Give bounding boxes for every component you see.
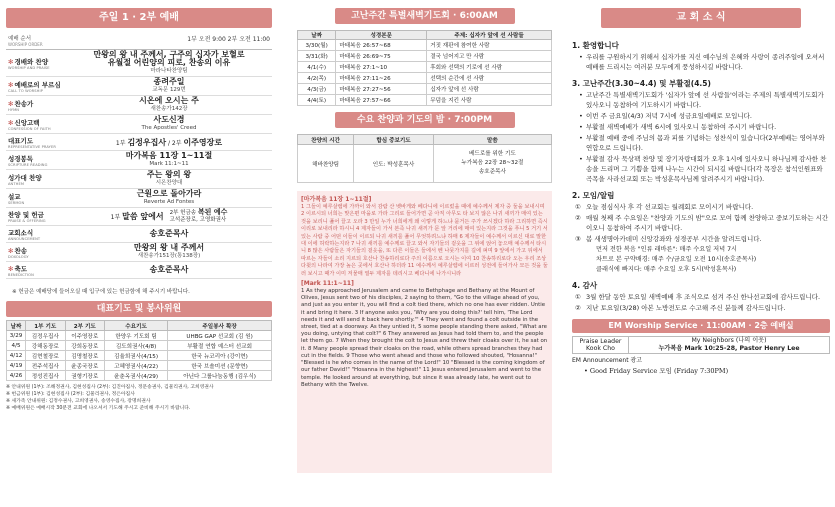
- wed-header: 찬양의 시간: [298, 135, 354, 145]
- worship-row: [6, 226, 272, 243]
- service-committee-banner: 대표기도 및 봉사위원: [6, 301, 272, 317]
- lent-cell: 마태복음 27:1~10: [336, 62, 427, 73]
- wednesday-table: [297, 134, 552, 183]
- lent-cell: 4/1(수): [298, 62, 336, 73]
- table-row: [298, 95, 552, 106]
- worship-item-en: ANNOUNCEMENT: [8, 236, 41, 241]
- list-item: ① 3월 한달 동안 토요일 새벽예배 후 조식으로 섬겨 주신 한나선교회에 감사드립니다.: [575, 293, 821, 301]
- worship-item-label: [6, 99, 66, 112]
- worship-item-en: CALL TO WORSHIP: [8, 88, 43, 93]
- svc-header: 날짜: [7, 321, 26, 331]
- wed-cell-word-speaker: 송호준목사: [478, 169, 506, 175]
- lent-cell: 3/31(화): [298, 51, 336, 62]
- list-item: ② 지난 토요일(3/28) 아본 노방전도로 수고해 주신 분들께 감사드립니다.: [575, 304, 786, 312]
- worship-item-label: [6, 118, 66, 131]
- wed-cell-word-title: 베드로를 위한 기도: [469, 151, 516, 157]
- svc-cell: 김명철장로: [65, 351, 104, 361]
- em-banner: EM Worship Service · 11:00AM · 2층 예배실: [572, 319, 830, 333]
- worship-item-label: [6, 192, 66, 205]
- worship-row: [6, 77, 272, 96]
- worship-banner: 주일 1 · 2부 예배: [6, 8, 272, 28]
- list-item: • 부활절 새벽예배가 새벽 6시에 있사오니 동참하여 주시기 바랍니다.: [586, 122, 830, 132]
- lent-cell: 4/3(금): [298, 84, 336, 95]
- table-row: [298, 84, 552, 95]
- svc-cell: 강희동장로: [65, 341, 104, 351]
- worship-row: [6, 115, 272, 134]
- service-note: ※ 예배위원은 예배시작 30분전 교회에 나오셔서 기도해 주시고 준비해 주시기 바랍니다.: [6, 406, 191, 411]
- svc-header: 주일봉사 확장: [168, 321, 272, 331]
- list-item: ② 매월 첫째 주 수요일은 "찬양과 기도의 밤"으로 모여 함께 찬양하고 중보기도하는 시간이오니 동참하여 주시기 바랍니다.: [575, 214, 829, 232]
- offering-songs: [66, 209, 272, 224]
- sub-list-item: 차트로 본 구약배경: 매주 수/금요일 오전 10시(송호준목사): [596, 256, 757, 263]
- wed-cell-intercession: 인도: 박성훈목사: [354, 145, 434, 183]
- service-times: 1부 오전 9:00 2부 오전 11:00: [187, 36, 270, 43]
- worship-item-en: ANTHEM: [8, 181, 25, 186]
- news-banner: 교 회 소 식: [601, 8, 801, 28]
- worship-row: [6, 134, 272, 151]
- offering-song-1: 1부 말씀 앞에서: [110, 212, 164, 221]
- worship-item-value: 주는 왕의 왕 시온찬양대: [146, 170, 192, 186]
- em-sermon-title: My Neighbors (나의 이웃): [691, 337, 767, 344]
- table-row: [298, 51, 552, 62]
- lent-cell: 결국 넘어지고 만 사람: [427, 51, 552, 62]
- worship-item-label: [6, 57, 66, 70]
- worship-item-label: [6, 264, 66, 277]
- offering-song-2: 2부 헌금송 복된 예수 고석준장로, 고영화권사: [169, 208, 228, 223]
- worship-item-value: 종려주일 교독문 129번: [152, 77, 186, 93]
- worship-item-label: [6, 154, 66, 167]
- svc-cell: 4/12: [7, 351, 26, 361]
- worship-row: [6, 50, 272, 77]
- star-icon: ✻: [8, 57, 14, 66]
- lent-cell: 거짓 재판에 참여한 사람: [427, 40, 552, 51]
- svc-cell: 강해동장로: [26, 341, 65, 351]
- svc-cell: 윤춘옥권사(4/29): [104, 371, 167, 381]
- worship-item-label: [6, 210, 66, 223]
- svc-cell: 4/5: [7, 341, 26, 351]
- worship-item-ko: ✻축도: [8, 264, 28, 273]
- service-note: ※ 새가족 안내위원: 김정수권사, 고희영권사, 송영수집사, 장명희권사: [6, 399, 151, 404]
- lent-cell: 무덤을 지킨 사람: [427, 95, 552, 106]
- wednesday-banner: 수요 찬양과 기도의 밤 · 7:00PM: [335, 112, 515, 128]
- lent-cell: 마태복음 27:27~56: [336, 84, 427, 95]
- worship-item-label: [6, 80, 66, 93]
- worship-item-ko: 성경봉독: [8, 154, 34, 163]
- worship-item-value: 근원으로 돌아가라 Reverte Ad Fontes: [136, 189, 202, 205]
- worship-item-ko: 성가대 찬양: [8, 173, 42, 182]
- section-thanks: 4. 감사: [572, 281, 598, 290]
- wed-header: 말씀: [433, 135, 551, 145]
- scripture-text-en: 1 As they approached Jerusalem and came to Bethphage and Bethany at the Mount of Olives, Jesus sent two of his disciples, 2 saying to them, "Go to the village ahead of you, and just as you enter it, you will find a colt tied there, which no one has ever ridden. Untie it and bring it here. 3 If anyone asks you, 'Why are you doing this?' tell him, 'The Lord needs it and will send it back here shortly.'" 4 They went and found a colt outside in the street, tied at a doorway. As they untied it, 5 some people standing there asked, "What are you doing, untying that colt?" 6 They answered as Jesus had told them to, and the people let them go. 7 When they brought the colt to Jesus and threw their cloaks over it, he sat on it. 8 Many people spread their cloaks on the road, while others spread branches they had cut in the fields. 9 Those who went ahead and those who followed shouted, "Hosanna!" "Blessed is he who comes in the name of the Lord!" 10 "Blessed is the coming kingdom of our father David!" "Hosanna in the highest!" 11 Jesus entered Jerusalem and went to the temple. He looked around at everything, but since it was already late, he went out to Bethany with the Twelve.: [301, 288, 548, 388]
- list-item: • 부활절 예배 중에 주님의 몸과 피를 기념하는 성찬식이 있습니다(2부예배는 영어부와 연합으로 드립니다).: [586, 133, 830, 153]
- worship-item-value: 마가복음 11장 1~11절 Mark 11:1~11: [125, 151, 213, 167]
- section-welcome: 1. 환영합니다: [572, 41, 619, 50]
- star-icon: ✻: [8, 246, 14, 255]
- svc-header: 2부 기도: [65, 321, 104, 331]
- worship-item-ko: 설교: [8, 192, 21, 201]
- worship-order: [6, 49, 272, 279]
- worship-item-label: [6, 136, 66, 149]
- em-praise-leader: Praise Leader Kook Cho: [573, 337, 629, 354]
- service-note: ※ 헌금위원 (1부): 김현성집사 (2부): 김물리권사, 정은아집사: [6, 392, 135, 397]
- worship-item-en: REPRESENTATIVE PRAYER: [8, 144, 56, 149]
- svc-cell: 김도희권사(4/8): [104, 341, 167, 351]
- svc-cell: 한국 뉴코리아 (강이현): [168, 351, 272, 361]
- table-row: [7, 371, 272, 381]
- em-sermon-ref: 누가복음 Mark 10:25-28, Pastor Henry Lee: [658, 345, 800, 352]
- list-item: ③ 봄 새생명아카데미 신앙강좌와 성경공부 시간을 알려드립니다. 먼저 전한 복음 "인류 래바른": 매주 수요일 저녁 7시 차트로 본 구약배경: 매주 수/금요일 오전 10시(송호준목사) 클래식에 빠지다: 매주 수요일 오후 5시(박성훈목사): [586, 234, 830, 274]
- svc-cell: 부활절 연합 예스터 선교회: [168, 341, 272, 351]
- worship-item-ko: ✻찬송가: [8, 99, 34, 108]
- svc-cell: 한양우 기도회 팀: [104, 331, 167, 341]
- worship-item-ko: ✻신앙고백: [8, 118, 40, 127]
- scripture-box: [297, 191, 552, 473]
- worship-item-en: BENEDICTION: [8, 272, 34, 277]
- svc-cell: 정성진집사: [26, 371, 65, 381]
- wed-cell-word-ref: 누가복음 22장 28~32절: [461, 160, 524, 166]
- em-table: [572, 336, 830, 354]
- worship-item-value: 만왕의 왕 내 주께서 새찬송가151장(통138장): [133, 243, 205, 259]
- order-label: 예배 순서: [8, 36, 32, 42]
- svc-cell: 권형기장로: [65, 371, 104, 381]
- svc-cell: UHBG GAP 선교회 (김 원): [168, 331, 272, 341]
- worship-item-en: SCRIPTURE READING: [8, 162, 48, 167]
- table-row: [7, 341, 272, 351]
- lent-header: 성경본문: [336, 31, 427, 40]
- order-label-en: WORSHIP ORDER: [8, 42, 43, 47]
- list-item: • 고난주간 특별새벽기도회가 '십자가 앞에 선 사람들'이라는 주제의 특별새벽기도회가 있사오니 동참하여 기도하시기 바랍니다.: [586, 90, 830, 110]
- svc-cell: 전주석집사: [26, 361, 65, 371]
- svc-cell: 한국 브솔미션 (문향현): [168, 361, 272, 371]
- worship-item-ko: 대표기도: [8, 136, 34, 145]
- lent-cell: 마태복음 27:57~66: [336, 95, 427, 106]
- offering-note: ※ 헌금은 예배당에 들어오실 때 입구에 있는 헌금함에 해 주시기 바랍니다.: [12, 289, 190, 295]
- lent-cell: 선택의 순간에 선 사람: [427, 73, 552, 84]
- star-icon: ✻: [8, 80, 14, 89]
- prayer-leaders: [66, 137, 272, 148]
- sub-list-item: 먼저 전한 복음 "인류 래바른": 매주 수요일 저녁 7시: [596, 246, 738, 253]
- sub-list-item: 클래식에 빠지다: 매주 수요일 오후 5시(박성훈목사): [596, 266, 737, 273]
- lent-cell: 4/2(목): [298, 73, 336, 84]
- lent-header: 날짜: [298, 31, 336, 40]
- svc-cell: 김율희권사(4/15): [104, 351, 167, 361]
- lent-cell: 3/30(월): [298, 40, 336, 51]
- worship-item-ko: 교회소식: [8, 228, 34, 237]
- svc-cell: 아닌다 그룹나눔동행 (김우식): [168, 371, 272, 381]
- worship-item-label: [6, 228, 66, 241]
- service-table: [6, 320, 272, 381]
- service-note: ※ 안내위원 (1부): 조해정권사, 김현성집사 (2부): 김진아집사, 정문송권사, 김물리권사, 고희영권사: [6, 385, 214, 390]
- worship-column: [6, 8, 272, 412]
- church-news: [572, 40, 830, 313]
- worship-item-en: CONFESSION OF FAITH: [8, 126, 51, 131]
- worship-row: [6, 262, 272, 279]
- svc-cell: 4/19: [7, 361, 26, 371]
- svc-cell: 윤종국장로: [65, 361, 104, 371]
- svc-header: 수요기도: [104, 321, 167, 331]
- lent-cell: 후회와 선택의 기로에 선 사람: [427, 62, 552, 73]
- lent-header: 주제: 십자가 앞에 선 사람들: [427, 31, 552, 40]
- worship-item-en: DOXOLOGY: [8, 254, 29, 259]
- worship-item-ko: ✻예배로의 부르심: [8, 80, 61, 89]
- svc-cell: 고혜영권사(4/22): [104, 361, 167, 371]
- lent-cell: 마태복음 27:11~26: [336, 73, 427, 84]
- worship-item-value: 송호준목사: [149, 229, 189, 238]
- worship-item-value: 송호준목사: [149, 265, 189, 274]
- prayer-leaders-text: 1부 김정우집사 / 2부 이주영장로: [115, 137, 223, 147]
- service-notes: [6, 384, 272, 412]
- lent-cell: 십자가 앞에 선 사람: [427, 84, 552, 95]
- worship-row: [6, 170, 272, 189]
- star-icon: ✻: [8, 264, 14, 273]
- worship-item-ko: 찬양 및 헌금: [8, 211, 44, 219]
- worship-row: [6, 151, 272, 170]
- svc-cell: 3/29: [7, 331, 26, 341]
- lent-table: [297, 30, 552, 106]
- worship-row: [6, 189, 272, 208]
- svc-cell: 김현철장로: [26, 351, 65, 361]
- scripture-heading-ko: [마가복음 11장 1~11절]: [301, 196, 372, 203]
- svc-cell: 김정우집사: [26, 331, 65, 341]
- section-meetings: 2. 모임/알림: [572, 191, 615, 200]
- table-row: [7, 331, 272, 341]
- worship-item-value: 만왕의 왕 내 주께서, 구주의 십자가 보혈로 유월절 어린양의 피로, 찬송의 이유 마라나타찬양팀: [93, 50, 245, 74]
- worship-item-ko: ✻경배와 찬양: [8, 57, 49, 66]
- em-announcement-item: • Good Friday Service 모임 (Friday 7:30PM): [584, 367, 729, 375]
- worship-item-en: SERMON: [8, 200, 25, 205]
- table-row: [7, 351, 272, 361]
- lent-cell: 마태복음 26:69~75: [336, 51, 427, 62]
- list-item: • 우리를 구원하시기 위해서 십자가를 지신 예수님의 은혜와 사랑이 종려주일에 오셔서 예배를 드리시는 여러분 모두에게 풍성하시길 바랍니다.: [586, 52, 830, 72]
- list-item: ① 오늘 점심식사 후 각 선교회는 월례회로 모이시기 바랍니다.: [575, 203, 754, 211]
- worship-item-en: WORSHIP AND PRAISE: [8, 65, 50, 70]
- worship-item-en: HYMN: [8, 107, 20, 112]
- svc-cell: 4/26: [7, 371, 26, 381]
- worship-row: [6, 208, 272, 226]
- worship-item-ko: ✻찬송: [8, 246, 28, 255]
- table-row: [298, 62, 552, 73]
- wed-cell-praise: 해바찬양팀: [298, 145, 354, 183]
- worship-item-value: 사도신경 The Apostles' Creed: [141, 115, 197, 131]
- lent-cell: 마태복음 26:57~68: [336, 40, 427, 51]
- worship-row: [6, 243, 272, 262]
- worship-item-label: [6, 173, 66, 186]
- lent-banner: 고난주간 특별새벽기도회 · 6:00AM: [335, 8, 515, 24]
- table-row: [298, 40, 552, 51]
- svc-header: 1부 기도: [26, 321, 65, 331]
- list-item: • 부활절 감사 묵상팩 찬양 및 장기자랑대회가 오후 1시에 있사오니 하나님께 감사한 찬송을 드리며 그 기쁨을 함께 나누는 시간이 되시길 바랍니다(각 목장은 참석인원표와 곡목을 사라선교회 또는 박성훈목사님께 알려주시기 바랍니다).: [586, 154, 830, 184]
- worship-item-en: PRAISE & OFFERING: [8, 219, 46, 223]
- prayer-column: [297, 8, 552, 473]
- star-icon: ✻: [8, 118, 14, 127]
- section-holy-week: 3. 고난주간(3.30~4.4) 및 부활절(4.5): [572, 79, 711, 88]
- news-column: [572, 8, 830, 375]
- wed-header: 합심 중보기도: [354, 135, 434, 145]
- table-row: [298, 73, 552, 84]
- star-icon: ✻: [8, 99, 14, 108]
- svc-cell: 이주영장로: [65, 331, 104, 341]
- worship-row: [6, 96, 272, 115]
- worship-item-value: 시온에 오시는 주 새찬송가142장: [139, 96, 199, 112]
- table-row: [7, 361, 272, 371]
- em-announcement-label: EM Announcement 광고: [572, 357, 643, 364]
- scripture-text-ko: 1 그들이 예루살렘에 가까이 와서 감람 산 벳바게와 베다니에 이르렀을 때에 예수께서 제자 중 둘을 보내시며 2 이르시되 너희는 맞은편 마을로 가라 그리로 들어가면 곧 아직 아무도 타 보지 않은 나귀 새끼가 매여 있는 것을 보리니 풀어 끌고 오라 3 만일 누가 너희에게 왜 이렇게 하느냐 묻거든 주가 쓰시겠다 하라 그리하면 즉시 이리로 보내리라 하시니 4 제자들이 가서 본즉 나귀 새끼가 문 앞 거리에 매여 있는지라 그것을 푸니 5 거기 서 있는 사람 중 어떤 이들이 이르되 나귀 새끼를 풀어 무엇하려느냐 하매 6 제자들이 예수께서 이르신 대로 말한대 이에 허락하는지라 7 나귀 새끼를 예수께로 끌고 와서 자기들의 겉옷을 그 위에 얹어 놓으매 예수께서 타시니 8 많은 사람들은 자기들의 겉옷을, 또 다른 이들은 들에서 벤 나뭇가지를 길에 펴며 9 앞에서 가고 뒤에서 따르는 자들이 소리 지르되 호산나 찬송하리로다 주의 이름으로 오시는 이여 10 찬송하리로다 오는 우리 조상 다윗의 나라여 가장 높은 곳에서 호산나 하더라 11 예수께서 예루살렘에 이르러 성전에 들어가사 모든 것을 둘러 보시고 때가 이미 저물매 열두 제자를 데리시고 베다니에 나가시니라: [301, 204, 548, 277]
- lent-cell: 4/4(토): [298, 95, 336, 106]
- worship-item-label: [6, 246, 66, 259]
- scripture-heading-en: [Mark 11:1~11]: [301, 280, 354, 288]
- list-item: • 이번 주 금요일(4/3) 저녁 7시에 성금요일예배로 모입니다.: [586, 111, 830, 121]
